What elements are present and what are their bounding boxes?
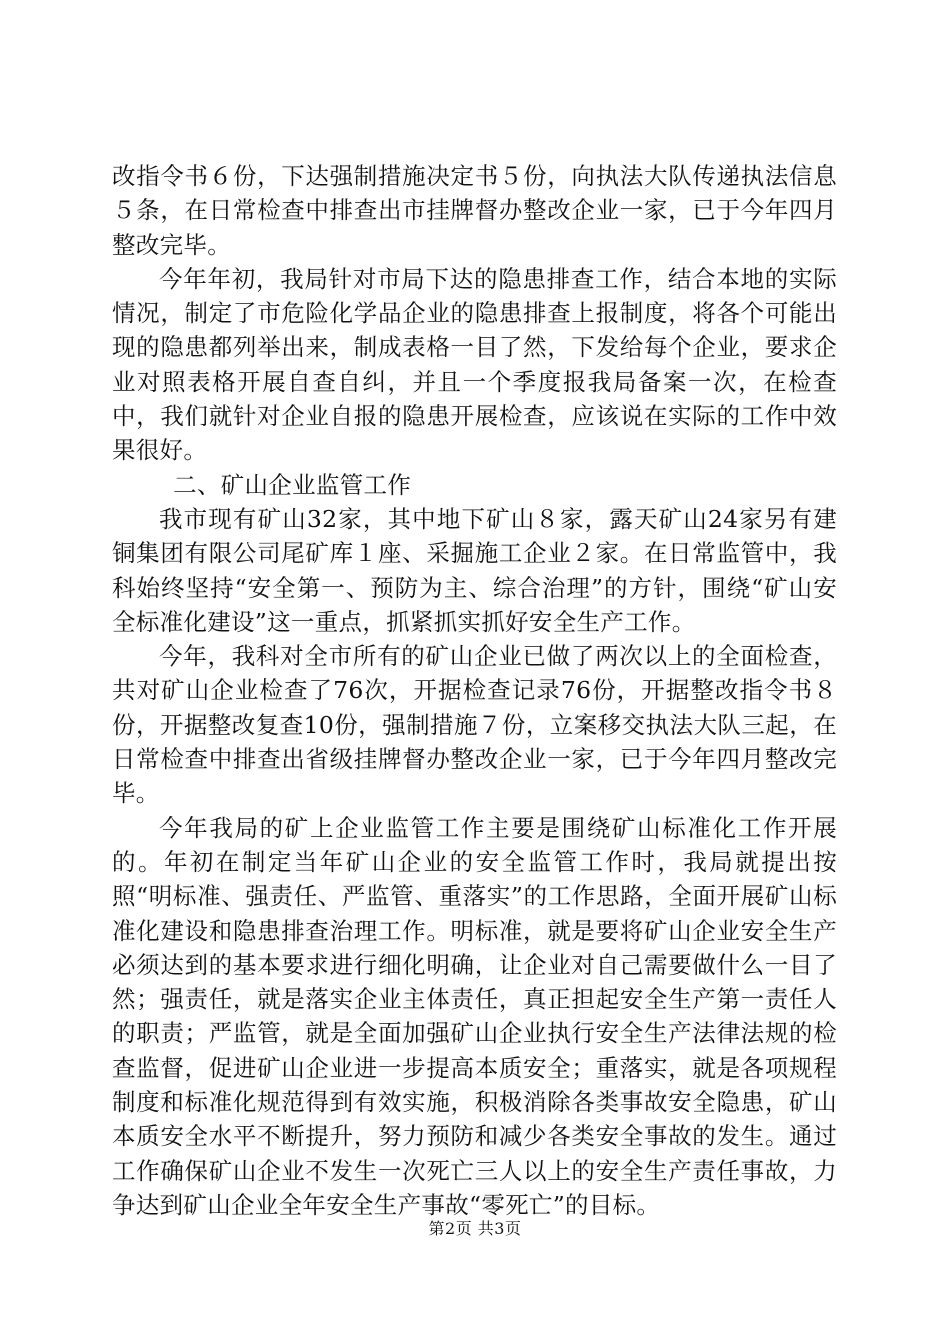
document-body bbox=[112, 159, 837, 1222]
section-heading-mining: 二、矿山企业监管工作 bbox=[173, 470, 412, 499]
paragraph-hazard-reporting: 今年年初，我局针对市局下达的隐患排查工作，结合本地的实际情况，制定了市危险化学品企业的隐患排查上报制度，将各个可能出现的隐患都列举出来，制成表格一目了然，下发给每个企业，要求企业对照表格开展自查自纠，并且一个季度报我局备案一次，在检查中，我们就针对企业自报的隐患开展检查，应该说在实际的工作中效果很好。 bbox=[112, 264, 837, 465]
paragraph-mine-overview: 我市现有矿山32家，其中地下矿山８家，露天矿山24家另有建铜集团有限公司尾矿库１座、采掘施工企业２家。在日常监管中，我科始终坚持“安全第一、预防为主、综合治理”的方针，围绕“矿山安全标准化建设”这一重点，抓紧抓实抓好安全生产工作。 bbox=[112, 504, 837, 636]
paragraph-continued: 改指令书６份，下达强制措施决定书５份，向执法大队传递执法信息５条，在日常检查中排查出市挂牌督办整改企业一家，已于今年四月整改完毕。 bbox=[112, 162, 837, 259]
paragraph-standardization: 今年我局的矿上企业监管工作主要是围绕矿山标准化工作开展的。年初在制定当年矿山企业的安全监管工作时，我局就提出按照“明标准、强责任、严监管、重落实”的工作思路，全面开展矿山标准化建设和隐患排查治理工作。明标准，就是要将矿山企业安全生产必须达到的基本要求进行细化明确，让企业对自己需要做什么一目了然；强责任，就是落实企业主体责任，真正担起安全生产第一责任人的职责；严监管，就是全面加强矿山企业执行安全生产法律法规的检查监督，促进矿山企业进一步提高本质安全；重落实，就是各项规程制度和标准化规范得到有效实施，积极消除各类事故安全隐患，矿山本质安全水平不断提升，努力预防和减少各类安全事故的发生。通过工作确保矿山企业不发生一次死亡三人以上的安全生产责任事故，力争达到矿山企业全年安全生产事故“零死亡”的目标。 bbox=[112, 813, 837, 1219]
paragraph-inspections: 今年，我科对全市所有的矿山企业已做了两次以上的全面检查，共对矿山企业检查了76次，开据检查记录76份，开据整改指令书８份，开据整改复查10份，强制措施７份，立案移交执法大队三起，在日常检查中排查出省级挂牌督办整改企业一家，已于今年四月整改完毕。 bbox=[112, 642, 837, 808]
page-number: 第2页 共3页 bbox=[428, 1219, 522, 1238]
